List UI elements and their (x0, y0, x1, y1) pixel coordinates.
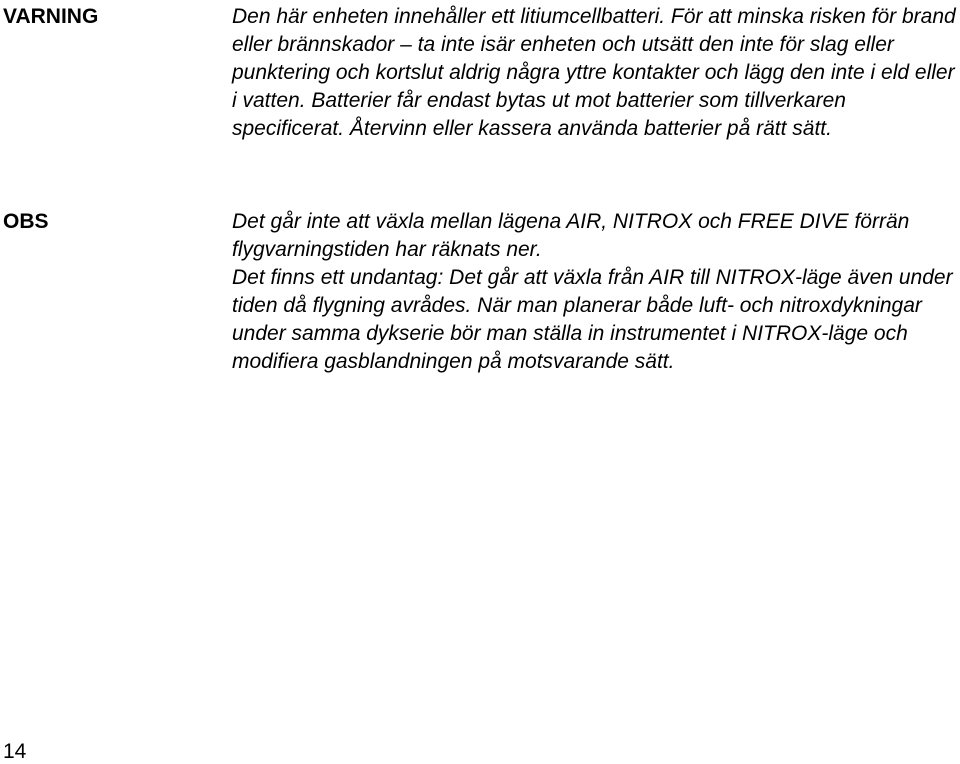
note-label: OBS (3, 210, 49, 233)
warning-text (232, 3, 960, 143)
note-text (232, 208, 960, 376)
note-paragraph-2: Det finns ett undantag: Det går att växla från AIR till NITROX-läge även under tiden då flygning avrådes. När man planerar både luft- och nitroxdykningar under samma dykserie bör man ställa in instrumentet i NITROX-läge och modifiera gasblandningen på motsvarande sätt. (232, 266, 953, 373)
warning-label: VARNING (3, 5, 99, 28)
warning-paragraph: Den här enheten innehåller ett litiumcellbatteri. För att minska risken för brand eller brännskador – ta inte isär enheten och utsätt den inte för slag eller punktering och kortslut aldrig några yttre kontakter och lägg den inte i eld eller i vatten. Batterier får endast bytas ut mot batterier som tillverkaren specificerat. Återvinn eller kassera använda batterier på rätt sätt. (232, 5, 956, 140)
page-number: 14 (3, 740, 27, 763)
note-paragraph-1: Det går inte att växla mellan lägena AIR, NITROX och FREE DIVE förrän flygvarningstiden har räknats ner. (232, 210, 910, 261)
